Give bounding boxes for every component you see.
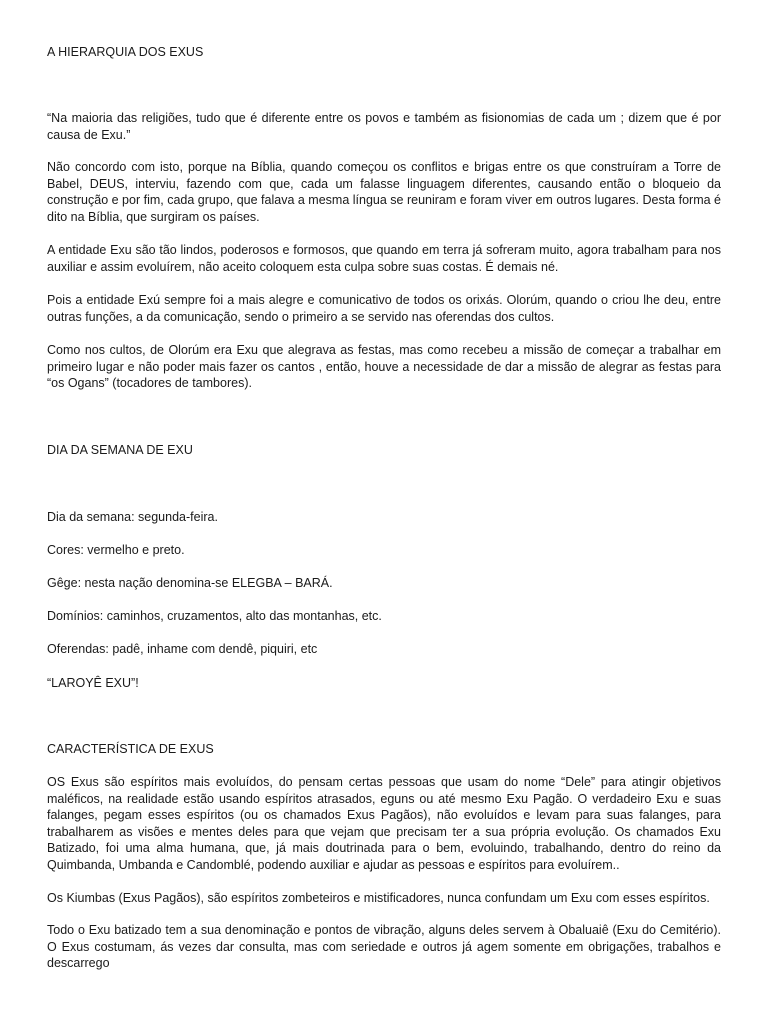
section-title-dia-da-semana: DIA DA SEMANA DE EXU <box>47 443 193 457</box>
paragraph-cultos-ogans: Como nos cultos, de Olorúm era Exu que alegrava as festas, mas como recebeu a missão de começar a trabalhar em primeiro lugar e não poder mais fazer os cantos , então, houve a necessidade de dar a missão de alegrar as festas para “os Ogans” (tocadores de tambores). <box>47 343 721 390</box>
info-line-gege: Gêge: nesta nação denomina-se ELEGBA – BARÁ. <box>47 576 333 590</box>
paragraph-exus-evoluidos: OS Exus são espíritos mais evoluídos, do pensam certas pessoas que usam do nome “Dele” para atingir objetivos maléficos, na realidade estão usando espíritos atrasados, eguns ou até mesmo Exu Pagão. O verdadeiro Exu e suas falanges, pegam esses espíritos (ou os chamados Exus Pagãos), não evoluídos e levam para suas falanges, para trabalharem as visões e mentes deles para que vejam que precisam ter a sua própria evolução. Os chamados Exu Batizado, foi uma alma humana, que, já mais doutrinada para o bem, evoluindo, trabalhando, dentro do reino da Quimbanda, Umbanda e Candomblé, podendo auxiliar e ajudar as pessoas e espíritos para evoluírem.. <box>47 775 721 872</box>
paragraph-kiumbas: Os Kiumbas (Exus Pagãos), são espíritos zombeteiros e mistificadores, nunca confundam um Exu com esses espíritos. <box>47 891 710 905</box>
info-line-saudacao: “LAROYÊ EXU”! <box>47 676 139 690</box>
paragraph-entidade-exu: A entidade Exu são tão lindos, poderosos e formosos, que quando em terra já sofreram muito, agora trabalham para nos auxiliar e assim evoluírem, não aceito coloquem esta culpa sobre suas costas. É demais né. <box>47 243 721 274</box>
paragraph-comunicacao: Pois a entidade Exú sempre foi a mais alegre e comunicativo de todos os orixás. Olorúm, quando o criou lhe deu, entre outras funções, a da comunicação, sendo o primeiro a se servido nas oferendas dos cultos. <box>47 293 721 324</box>
section-title-hierarquia: A HIERARQUIA DOS EXUS <box>47 45 204 59</box>
info-line-dia: Dia da semana: segunda-feira. <box>47 510 218 524</box>
section-title-caracteristica: CARACTERÍSTICA DE EXUS <box>47 742 214 756</box>
paragraph-quote: “Na maioria das religiões, tudo que é diferente entre os povos e também as fisionomias de cada um ; dizem que é por causa de Exu.” <box>47 111 721 142</box>
paragraph-exu-batizado: Todo o Exu batizado tem a sua denominação e pontos de vibração, alguns deles servem à Obaluaiê (Exu do Cemitério). O Exus costumam, ás vezes dar consulta, mas com seriedade e outros já agem somente em obrigações, trabalhos e descarrego <box>47 923 721 970</box>
paragraph-torre-de-babel: Não concordo com isto, porque na Bíblia, quando começou os conflitos e brigas entre os que construíram a Torre de Babel, DEUS, interviu, fazendo com que, cada um falasse linguagem diferentes, causando então o bloqueio da construção e por fim, cada grupo, que falava a mesma língua se reuniram e foram viver em outros lugares. Desta forma é dito na Bíblia, que surgiram os países. <box>47 160 721 224</box>
info-line-dominios: Domínios: caminhos, cruzamentos, alto das montanhas, etc. <box>47 609 382 623</box>
info-line-cores: Cores: vermelho e preto. <box>47 543 185 557</box>
info-line-oferendas: Oferendas: padê, inhame com dendê, piquiri, etc <box>47 642 318 656</box>
